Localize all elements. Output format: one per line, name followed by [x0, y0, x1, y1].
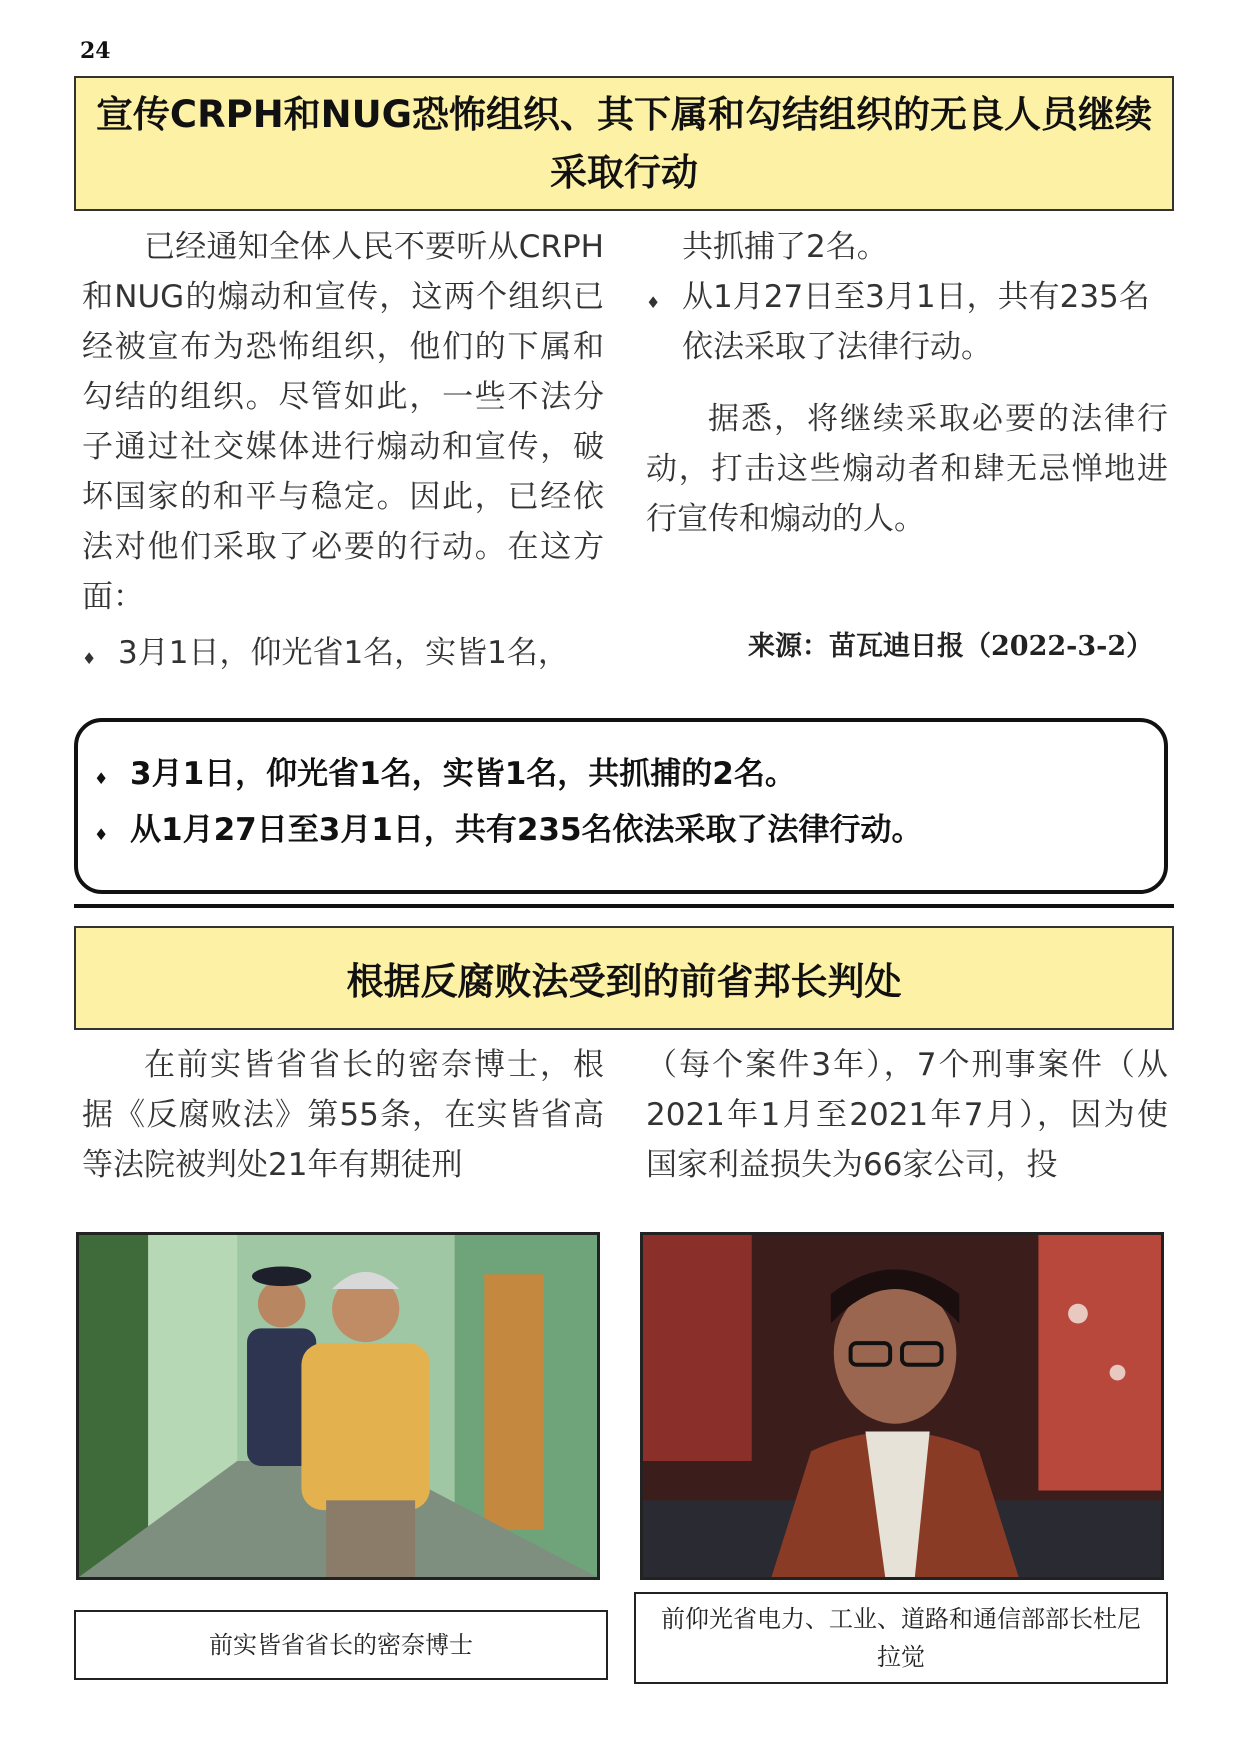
- photo-caption: 前仰光省电力、工业、道路和通信部部长杜尼拉觉: [634, 1592, 1168, 1684]
- photo-former-minister: [640, 1232, 1164, 1580]
- section-divider: [74, 904, 1174, 908]
- photo-former-chief-minister: [76, 1232, 600, 1580]
- article-title: 根据反腐败法受到的前省邦长判处: [74, 926, 1174, 1030]
- summary-item: [94, 804, 1148, 860]
- article-source: 来源：苗瓦迪日报（2022-3-2）: [748, 631, 1154, 662]
- bullet-continuation: [646, 222, 1168, 272]
- photo-caption: 前实皆省省长的密奈博士: [74, 1610, 608, 1680]
- summary-item: [94, 748, 1148, 804]
- article-paragraph: 已经通知全体人民不要听从CRPH和NUG的煽动和宣传，这两个组织已经被宣布为恐怖组织，他们的下属和勾结的组织。尽管如此，一些不法分子通过社交媒体进行煽动和宣传，破坏国家的和平与稳定。因此，已经依法对他们采取了必要的行动。在这方面：: [82, 229, 604, 615]
- bullet-icon: ♦: [94, 825, 109, 844]
- bullet-item: [82, 628, 604, 684]
- article-right-column: [646, 222, 1168, 544]
- bullet-icon: ♦: [82, 649, 97, 668]
- bullet-icon: ♦: [646, 293, 661, 312]
- bullet-text: 共抓捕了2名。: [682, 229, 888, 265]
- bullet-text: 从1月27日至3月1日，共有235名依法采取了法律行动。: [682, 279, 1150, 365]
- article-paragraph: 在前实皆省省长的密奈博士，根据《反腐败法》第55条，在实皆省高等法院被判处21年有期徒刑: [82, 1047, 604, 1183]
- bullet-item: [646, 272, 1168, 372]
- article-left-column: [82, 222, 604, 684]
- summary-text: 3月1日，仰光省1名，实皆1名，共抓捕的2名。: [130, 756, 796, 792]
- page-number: 24: [80, 38, 111, 64]
- bullet-icon: ♦: [94, 769, 109, 788]
- article-paragraph: （每个案件3年），7个刑事案件（从2021年1月至2021年7月），因为使国家利益损失为66家公司，投: [646, 1047, 1168, 1183]
- bullet-text: 3月1日，仰光省1名，实皆1名，: [118, 635, 569, 671]
- summary-box: [74, 718, 1168, 894]
- article-title: 宣传CRPH和NUG恐怖组织、其下属和勾结组织的无良人员继续采取行动: [74, 76, 1174, 211]
- summary-text: 从1月27日至3月1日，共有235名依法采取了法律行动。: [130, 812, 923, 848]
- article-paragraph: 据悉，将继续采取必要的法律行动，打击这些煽动者和肆无忌惮地进行宣传和煽动的人。: [646, 401, 1168, 537]
